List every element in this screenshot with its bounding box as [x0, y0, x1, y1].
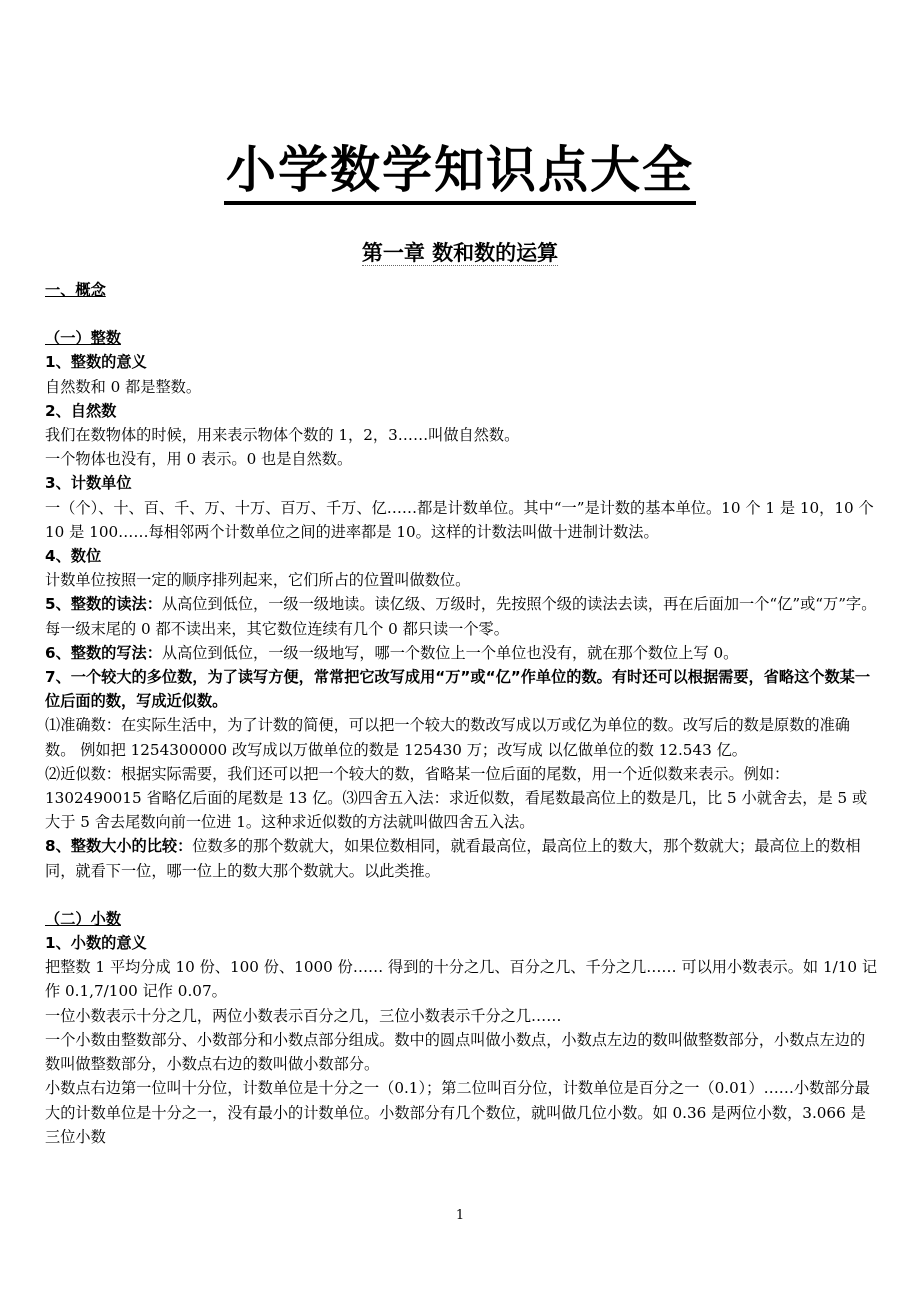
paragraph: 小数点右边第一位叫十分位，计数单位是十分之一（0.1）；第二位叫百分位，计数单位是百分之一（0.01）……小数部分最大的计数单位是十分之一，没有最小的计数单位。小数部分有几个数位，就叫做几位小数。如 0.36 是两位小数，3.066 是三位小数 — [45, 1079, 870, 1146]
paragraph — [45, 641, 878, 665]
subsection-heading-integers: （一）整数 — [45, 329, 121, 348]
page-number: 1 — [455, 1208, 465, 1223]
inline-heading: 8、整数大小的比较： — [45, 837, 193, 856]
paragraph: 我们在数物体的时候，用来表示物体个数的 1，2，3……叫做自然数。 — [45, 426, 520, 445]
paragraph — [45, 592, 878, 640]
inline-text: 从高位到低位，一级一级地写，哪一个数位上一个单位也没有，就在那个数位上写 0。 — [161, 643, 739, 662]
paragraph: ⑴准确数：在实际生活中，为了计数的简便，可以把一个较大的数改写成以万或亿为单位的数。改写后的数是原数的准确数。 例如把 1254300000 改写成以万做单位的数是 125430 万；改写成 以亿做单位的数 12.543 亿。 — [45, 716, 850, 759]
inline-heading: 6、整数的写法： — [45, 643, 162, 662]
paragraph: 把整数 1 平均分成 10 份、100 份、1000 份…… 得到的十分之几、百分之几、千分之几…… 可以用小数表示。如 1/10 记作 0.1,7/100 记作 0.07。 — [45, 958, 878, 1001]
inline-heading: 5、整数的读法： — [45, 595, 162, 614]
item-heading: 1、整数的意义 — [45, 353, 147, 372]
paragraph: ⑵近似数：根据实际需要，我们还可以把一个较大的数，省略某一位后面的尾数，用一个近似数来表示。例如：1302490015 省略亿后面的尾数是 13 亿。⑶四舍五入法：求近似数，看尾数最高位上的数是几，比 5 小就舍去，是 5 或大于 5 舍去尾数向前一位进 1。这种求近似数的方法就叫做四舍五入法。 — [45, 764, 868, 832]
item-heading: 4、数位 — [45, 547, 102, 566]
inline-text: 位数多的那个数就大，如果位数相同，就看最高位，最高位上的数大，那个数就大；最高位上的数相同，就看下一位，哪一位上的数大那个数就大。以此类推。 — [45, 837, 861, 880]
section-heading-concepts: 一、概念 — [45, 281, 106, 299]
document-body — [45, 278, 878, 1149]
paragraph-bold: 7、一个较大的多位数，为了读写方便，常常把它改写成用“万”或“亿”作单位的数。有时还可以根据需要，省略这个数某一位后面的数，写成近似数。 — [45, 668, 871, 711]
paragraph: 一个物体也没有，用 0 表示。0 也是自然数。 — [45, 450, 353, 469]
item-heading: 2、自然数 — [45, 401, 117, 420]
paragraph — [45, 834, 878, 882]
paragraph: 计数单位按照一定的顺序排列起来，它们所占的位置叫做数位。 — [45, 571, 471, 590]
paragraph: 自然数和 0 都是整数。 — [45, 377, 202, 396]
document-title: 小学数学知识点大全 — [0, 140, 920, 200]
inline-text: 从高位到低位，一级一级地读。读亿级、万级时，先按照个级的读法去读，再在后面加一个“亿”或“万”字。每一级末尾的 0 都不读出来，其它数位连续有几个 0 都只读一个零。 — [45, 595, 877, 638]
chapter-heading: 第一章 数和数的运算 — [361, 241, 559, 265]
subsection-heading-decimals: （二）小数 — [45, 909, 121, 928]
item-heading: 3、计数单位 — [45, 474, 132, 493]
paragraph: 一（个）、十、百、千、万、十万、百万、千万、亿……都是计数单位。其中“一”是计数的基本单位。10 个 1 是 10，10 个 10 是 100……每相邻两个计数单位之间的进率都是 10。这样的计数法叫做十进制计数法。 — [45, 498, 874, 541]
item-heading: 1、小数的意义 — [45, 934, 147, 953]
paragraph: 一位小数表示十分之几，两位小数表示百分之几，三位小数表示千分之几…… — [45, 1006, 562, 1025]
paragraph: 一个小数由整数部分、小数部分和小数点部分组成。数中的圆点叫做小数点，小数点左边的数叫做整数部分，小数点左边的数叫做整数部分，小数点右边的数叫做小数部分。 — [45, 1030, 866, 1074]
